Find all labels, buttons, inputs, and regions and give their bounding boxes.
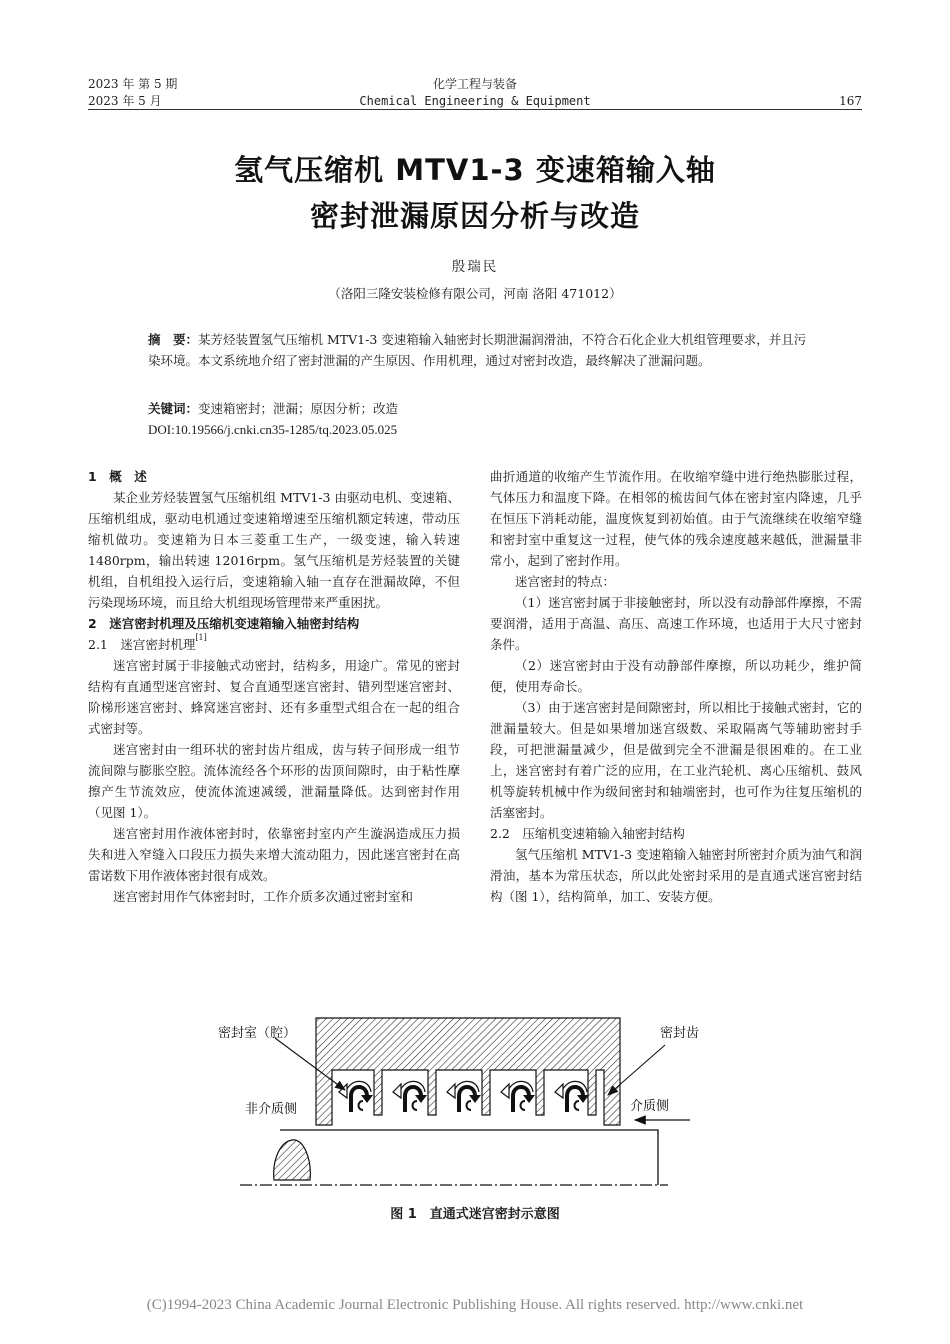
journal-issue: 2023 年 第 5 期 (88, 77, 178, 91)
swirl-arrow-icon (447, 1081, 481, 1112)
section-2-heading: 2 迷宫密封机理及压缩机变速箱输入轴密封结构 (88, 616, 360, 631)
title-line-2: 密封泄漏原因分析与改造 (309, 199, 640, 233)
journal-name-english: Chemical Engineering & Equipment (359, 94, 591, 108)
feature-2: （2）迷宫密封由于没有动静部件摩擦，所以功耗少，维护简便，使用寿命长。 (490, 658, 862, 694)
abstract-text: 某芳烃装置氢气压缩机 MTV1-3 变速箱输入轴密封长期泄漏润滑油，不符合石化企业大机组管理要求，并且污染环境。本文系统地介绍了密封泄漏的产生原因、作用机理，通过对密封改造，最终解决了泄漏问题。 (148, 332, 807, 368)
feature-3: （3）由于迷宫密封是间隙密封，所以相比于接触式密封，它的泄漏量较大。但是如果增加迷宫级数、采取隔离气等辅助密封手段，可把泄漏量减少，但是做到完全不泄漏是很困难的。在工业上，迷宫密封有着广泛的应用，在工业汽轮机、离心压缩机、鼓风机等旋转机械中作为级间密封和轴端密封，也可作为往复压缩机的活塞密封。 (490, 700, 862, 820)
title-line-1: 氢气压缩机 MTV1-3 变速箱输入轴 (234, 153, 716, 187)
label-seal-tooth: 密封齿 (660, 1026, 700, 1041)
keywords-text: 变速箱密封；泄漏；原因分析；改造 (198, 401, 399, 416)
section-1-paragraph: 某企业芳烃装置氢气压缩机组 MTV1-3 由驱动电机、变速箱、压缩机组成，驱动电机通过变速箱增速至压缩机额定转速，带动压缩机做功。变速箱为日本三菱重工生产，一级变速，输入转速 1480rpm，输出转速 12016rpm。氢气压缩机是芳烃装置的关键机组，自机组投入运行后，变速箱输入轴一直存在泄漏故障，不但污染现场环境，而且给大机组现场管理带来严重困扰。 (88, 490, 460, 610)
swirl-arrow-icon (501, 1081, 535, 1112)
section-2-1-paragraph-1: 迷宫密封属于非接触式动密封，结构多，用途广。常见的密封结构有直通型迷宫密封、复合直通型迷宫密封、错列型迷宫密封、阶梯形迷宫密封、蜂窝迷宫密封、还有多重型式组合在一起的组合式密封等。 (88, 658, 460, 736)
header-rule (88, 109, 862, 110)
shaft-outline (280, 1130, 658, 1185)
right-column (490, 466, 862, 907)
label-medium-side: 介质侧 (630, 1099, 670, 1114)
affiliation: （洛阳三隆安装检修有限公司，河南 洛阳 471012） (328, 286, 622, 301)
keywords (148, 398, 816, 419)
citation-ref: [1] (195, 633, 207, 642)
label-non-medium-side: 非介质侧 (245, 1102, 298, 1117)
abstract (148, 329, 816, 371)
journal-date: 2023 年 5 月 (88, 94, 162, 108)
swirl-arrow-icon (555, 1081, 589, 1112)
feature-1: （1）迷宫密封属于非接触密封，所以没有动静部件摩擦，不需要润滑，适用于高温、高压、高速工作环境，也适用于大尺寸密封条件。 (490, 595, 862, 652)
page-number: 167 (839, 94, 862, 108)
swirl-arrow-icon (339, 1081, 373, 1112)
section-2-1-paragraph-2: 迷宫密封由一组环状的密封齿片组成，齿与转子间形成一组节流间隙与膨胀空腔。流体流经各个环形的齿顶间隙时，由于粘性摩擦产生节流效应，使流体流速减缓，泄漏量降低。达到密封作用（见图 1）。 (88, 742, 460, 820)
features-intro: 迷宫密封的特点： (515, 574, 616, 589)
keywords-label: 关键词： (148, 401, 199, 416)
journal-name: 化学工程与装备 (432, 77, 517, 91)
paragraph-continued: 曲折通道的收缩产生节流作用。在收缩窄缝中进行绝热膨胀过程，气体压力和温度下降。在相邻的梳齿间气体在密封室内降速，几乎在恒压下消耗动能，温度恢复到初始值。由于气流继续在收缩窄缝和密封室中重复这一过程，使气体的残余速度越来越低，泄漏量非常小，起到了密封作用。 (490, 469, 862, 568)
section-2-1-heading: 2.1 迷宫密封机理[1] (88, 633, 207, 652)
abstract-label: 摘 要： (148, 332, 199, 347)
section-2-1-paragraph-3: 迷宫密封用作液体密封时，依靠密封室内产生漩涡造成压力损失和进入窄缝入口段压力损失来增大流动阻力，因此迷宫密封在高雷诺数下用作液体密封很有成效。 (88, 826, 460, 883)
swirl-arrow-icon (393, 1081, 427, 1112)
section-2-2-heading: 2.2 压缩机变速箱输入轴密封结构 (490, 826, 685, 841)
section-2-1-paragraph-4: 迷宫密封用作气体密封时，工作介质多次通过密封室和 (113, 889, 414, 904)
doi: DOI:10.19566/j.cnki.cn35-1285/tq.2023.05.025 (148, 422, 398, 437)
figure-caption: 图 1 直通式迷宫密封示意图 (390, 1207, 560, 1222)
section-2-2-paragraph: 氢气压缩机 MTV1-3 变速箱输入轴密封所密封介质为油气和润滑油，基本为常压状态，所以此处密封采用的是直通式迷宫密封结构（图 1），结构简单，加工、安装方便。 (490, 847, 862, 904)
shaft-end-cap (274, 1140, 311, 1180)
author: 殷瑞民 (451, 259, 499, 275)
left-column (88, 466, 460, 907)
section-1-heading: 1 概 述 (88, 469, 147, 484)
copyright-footer: (C)1994-2023 China Academic Journal Electronic Publishing House. All rights reserved. http://www.cnki.net (146, 1297, 804, 1313)
label-seal-chamber: 密封室（腔） (218, 1026, 297, 1041)
